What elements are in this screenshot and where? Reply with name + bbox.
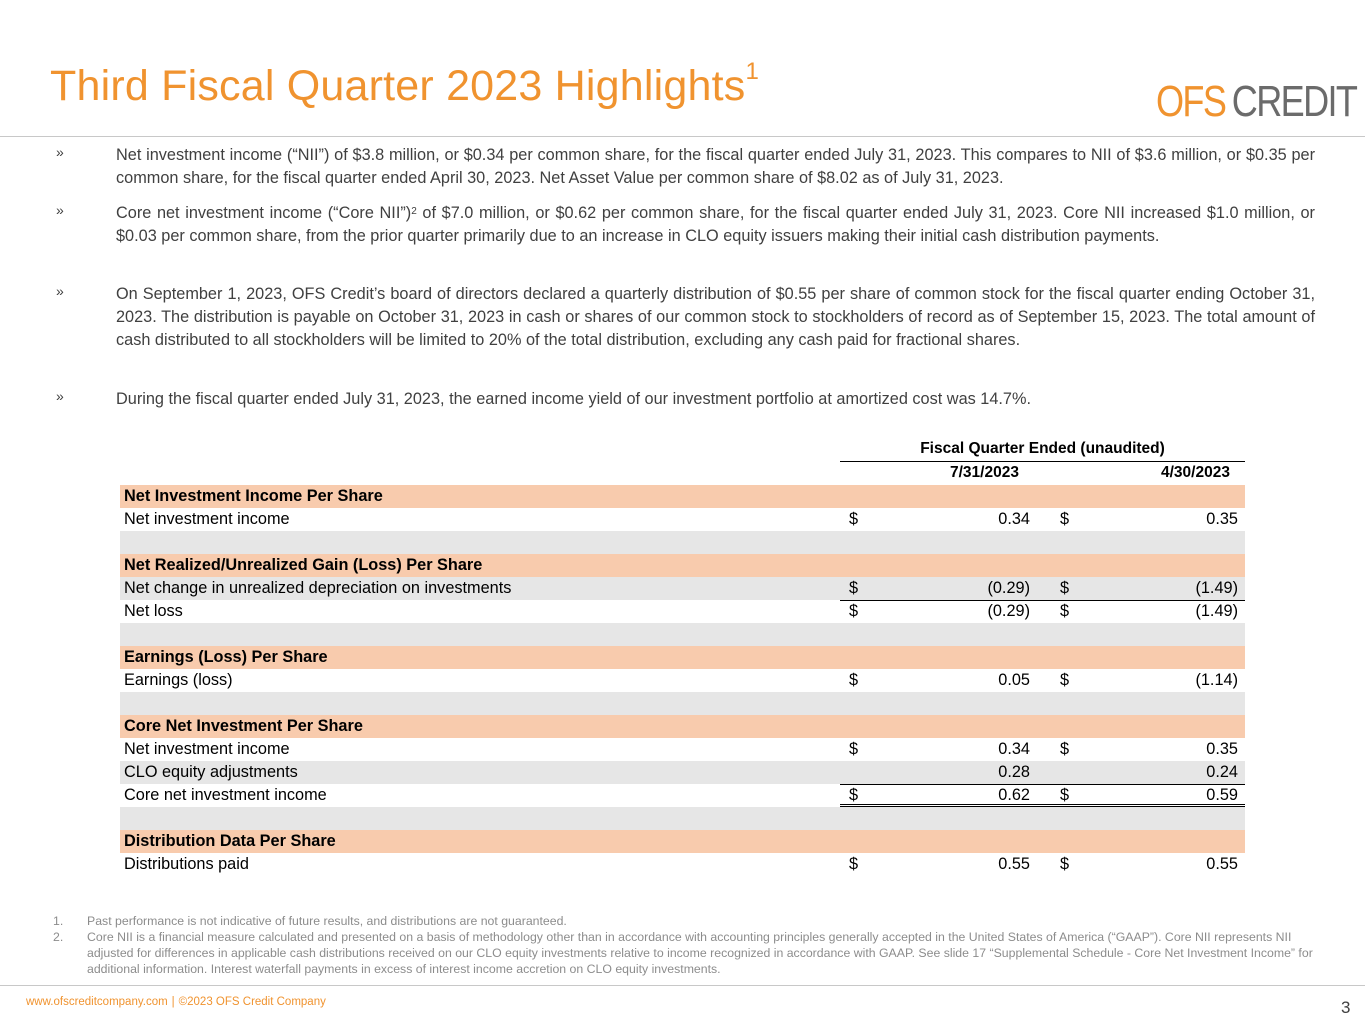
section-header (120, 830, 1245, 853)
section-title: Earnings (Loss) Per Share (124, 648, 328, 666)
table-group-header: Fiscal Quarter Ended (unaudited) (840, 437, 1245, 462)
ofs-credit-logo (1156, 78, 1356, 126)
currency-symbol: $ (1060, 671, 1070, 689)
logo-ofs: OFS (1156, 77, 1226, 126)
page-number: 3 (1341, 998, 1351, 1017)
logo-credit: CREDIT (1231, 77, 1357, 126)
value-4-30-2023: 0.35 (1206, 740, 1238, 758)
page-title-text: Third Fiscal Quarter 2023 Highlights (50, 62, 746, 110)
table-row (120, 761, 1245, 784)
currency-symbol: $ (1060, 579, 1070, 597)
footnote-number: 2. (53, 930, 64, 944)
footer (26, 996, 326, 1008)
table-row (120, 738, 1245, 761)
table-body (120, 485, 1245, 876)
core-nii-text-start: Core net investment income (“Core NII”) (116, 204, 412, 222)
section-title: Distribution Data Per Share (124, 832, 336, 850)
value-4-30-2023: 0.24 (1206, 763, 1238, 781)
footer-divider (0, 985, 1365, 986)
currency-symbol: $ (1060, 740, 1070, 758)
currency-symbol: $ (849, 740, 859, 758)
value-7-31-2023: (0.29) (987, 579, 1030, 597)
section-header (120, 485, 1245, 508)
value-4-30-2023: (1.49) (1195, 602, 1238, 620)
footer-separator: | (171, 996, 175, 1008)
currency-symbol: $ (849, 510, 859, 528)
bullet-marker: » (56, 388, 64, 404)
value-7-31-2023: 0.34 (998, 740, 1030, 758)
value-7-31-2023: 0.62 (998, 786, 1030, 804)
table-row (120, 600, 1245, 623)
row-label: CLO equity adjustments (124, 763, 298, 781)
value-4-30-2023: (1.49) (1195, 579, 1238, 597)
table-row (120, 577, 1245, 600)
section-title: Core Net Investment Per Share (124, 717, 363, 735)
core-nii-text-rest: of $7.0 million, or $0.62 per common share, for the fiscal quarter ended July 31, 2023. Core NII increased $1.0 million, or $0.03 per common share, from the prior quarter primarily due to an increase in CLO equity issuers making their initial cash distribution payments. (116, 204, 1315, 245)
currency-symbol: $ (1060, 602, 1070, 620)
currency-symbol: $ (849, 602, 859, 620)
table-row (120, 669, 1245, 692)
highlight-text-core-nii (116, 202, 1315, 248)
header-divider (0, 136, 1365, 137)
currency-symbol: $ (1060, 786, 1070, 804)
section-header (120, 715, 1245, 738)
section-title: Net Investment Income Per Share (124, 487, 383, 505)
row-label: Net investment income (124, 740, 290, 758)
value-4-30-2023: (1.14) (1195, 671, 1238, 689)
section-header (120, 554, 1245, 577)
footnote-number: 1. (53, 914, 64, 928)
page-title (50, 58, 760, 111)
value-7-31-2023: 0.55 (998, 855, 1030, 873)
highlight-text-distribution: On September 1, 2023, OFS Credit’s board of directors declared a quarterly distribution of $0.55 per share of common stock for the fiscal quarter ending October 31, 2023. The distribution is payable on October 31, 2023 in cash or shares of our common stock to stockholders of record as of September 15, 2023. The total amount of cash distributed to all stockholders will be limited to 20% of the total distribution, excluding any cash paid for fractional shares. (116, 285, 1315, 349)
value-7-31-2023: 0.28 (998, 763, 1030, 781)
spacer-row (120, 623, 1245, 646)
value-7-31-2023: 0.05 (998, 671, 1030, 689)
highlight-text-yield: During the fiscal quarter ended July 31, 2023, the earned income yield of our investment portfolio at amortized cost was 14.7%. (116, 390, 1031, 408)
core-nii-footnote-ref: 2 (411, 206, 417, 217)
row-label: Earnings (loss) (124, 671, 233, 689)
value-4-30-2023: 0.35 (1206, 510, 1238, 528)
copyright: ©2023 OFS Credit Company (178, 996, 326, 1008)
highlight-text-nii: Net investment income (“NII”) of $3.8 million, or $0.34 per common share, for the fiscal quarter ended July 31, 2023. This compares to NII of $3.6 million, or $0.35 per common share, for the fiscal quarter ended April 30, 2023. Net Asset Value per common share of $8.02 as of July 31, 2023. (116, 146, 1315, 187)
table-row (120, 853, 1245, 876)
row-label: Distributions paid (124, 855, 249, 873)
row-label: Net investment income (124, 510, 290, 528)
value-4-30-2023: 0.55 (1206, 855, 1238, 873)
bullet-marker: » (56, 202, 64, 218)
footnote-text: Core NII is a financial measure calculated and presented on a basis of methodology other than in accordance with accounting principles generally accepted in the United States of America (“GAAP”). Core NII represents NII adjusted for differences in applicable cash distributions received on our CLO equity investments relative to income recognized in accordance with GAAP. See slide 17 “Supplemental Schedule - Core Net Investment Income” for additional information. Interest waterfall payments in excess of interest income accretion on CLO equity investments. (87, 930, 1313, 976)
row-label: Net loss (124, 602, 183, 620)
column-header-7-31-2023: 7/31/2023 (950, 464, 1019, 481)
value-7-31-2023: (0.29) (987, 602, 1030, 620)
section-header (120, 646, 1245, 669)
spacer-row (120, 692, 1245, 715)
currency-symbol: $ (1060, 855, 1070, 873)
value-4-30-2023: 0.59 (1206, 786, 1238, 804)
value-7-31-2023: 0.34 (998, 510, 1030, 528)
table-column-headers (840, 462, 1245, 485)
title-footnote-ref: 1 (745, 58, 760, 85)
bullet-marker: » (56, 144, 64, 160)
currency-symbol: $ (1060, 510, 1070, 528)
currency-symbol: $ (849, 855, 859, 873)
row-label: Core net investment income (124, 786, 327, 804)
footnote-text: Past performance is not indicative of future results, and distributions are not guaranteed. (87, 914, 567, 928)
column-header-4-30-2023: 4/30/2023 (1161, 464, 1230, 481)
bullet-marker: » (56, 283, 64, 299)
spacer-row (120, 807, 1245, 830)
currency-symbol: $ (849, 671, 859, 689)
table-row (120, 508, 1245, 531)
currency-symbol: $ (849, 579, 859, 597)
website-link[interactable]: www.ofscreditcompany.com (26, 996, 168, 1008)
currency-symbol: $ (849, 786, 859, 804)
spacer-row (120, 531, 1245, 554)
table-row-total (120, 784, 1245, 807)
row-label: Net change in unrealized depreciation on investments (124, 579, 512, 597)
section-title: Net Realized/Unrealized Gain (Loss) Per Share (124, 556, 483, 574)
